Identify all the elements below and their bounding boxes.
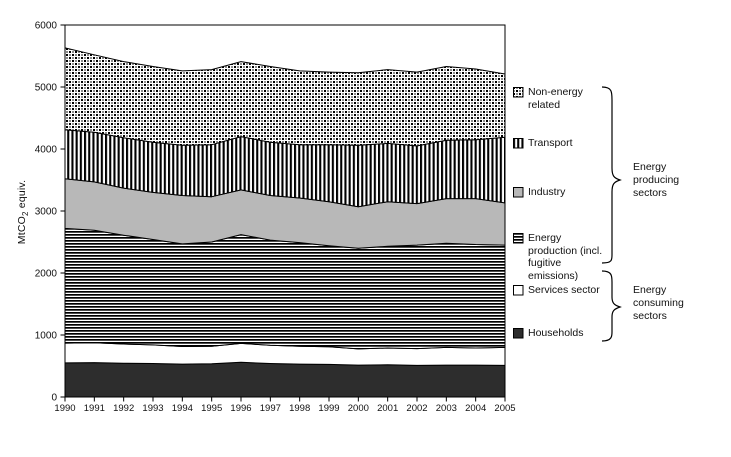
legend-item-label: Households: [528, 327, 584, 339]
x-tick-label: 1996: [230, 403, 252, 414]
x-tick-label: 1995: [201, 403, 223, 414]
y-tick-label: 4000: [34, 144, 57, 156]
group-label-energy-consuming: Energy consuming sectors: [633, 284, 684, 322]
y-tick-label: 2000: [34, 268, 57, 280]
chart-areas: [65, 48, 505, 397]
y-tick-label: 3000: [34, 206, 57, 218]
x-tick-label: 2002: [406, 403, 428, 414]
x-tick-label: 1994: [171, 403, 193, 414]
x-tick-label: 1992: [113, 403, 135, 414]
x-tick-label: 1990: [54, 403, 76, 414]
area-households: [65, 362, 505, 397]
x-tick-label: 1993: [142, 403, 164, 414]
y-tick-label: 5000: [34, 82, 57, 94]
x-tick-label: 2005: [494, 403, 516, 414]
x-tick-label: 1998: [289, 403, 311, 414]
y-axis-title: [16, 180, 30, 244]
x-tick-label: 2001: [377, 403, 399, 414]
x-tick-label: 1997: [259, 403, 281, 414]
legend-item-label: Transport: [528, 137, 573, 149]
y-axis-title-prefix: MtCO: [15, 216, 28, 245]
y-axis: [35, 21, 65, 404]
x-tick-label: 2003: [435, 403, 457, 414]
y-tick-label: 0: [51, 392, 57, 404]
x-tick-label: 1999: [318, 403, 340, 414]
y-tick-label: 6000: [34, 20, 57, 32]
y-axis-title-subscript: 2: [21, 211, 31, 216]
group-label-energy-producing: Energy producing sectors: [633, 161, 680, 199]
area-energy-production: [65, 228, 505, 349]
x-tick-label: 1991: [83, 403, 105, 414]
legend-item-label: Energy production (incl. fugitive emissions): [528, 232, 603, 282]
x-tick-label: 2004: [465, 403, 487, 414]
y-tick-label: 1000: [34, 330, 57, 342]
area-non-energy-related: [65, 48, 505, 146]
x-axis: [54, 397, 515, 414]
legend-item-label: Industry: [528, 186, 566, 198]
x-tick-label: 2000: [347, 403, 369, 414]
legend-item-label: Non-energy related: [528, 86, 583, 111]
legend-item-label: Services sector: [528, 284, 600, 296]
y-axis-title-suffix: equiv.: [15, 179, 28, 212]
